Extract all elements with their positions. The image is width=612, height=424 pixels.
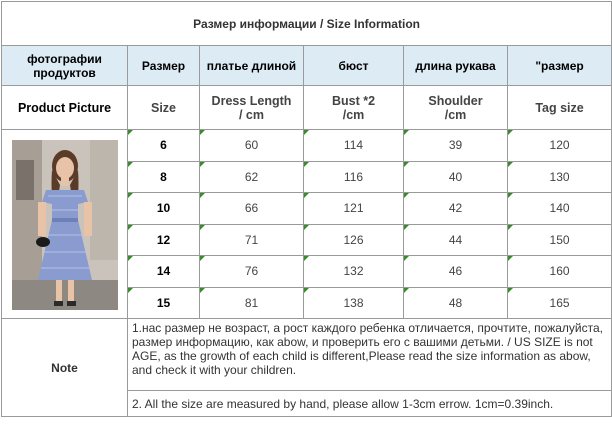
- tag-cell: [508, 287, 612, 319]
- note-label: Note: [2, 319, 128, 417]
- dress-length-value: 71: [244, 232, 259, 247]
- bust-cell: [304, 287, 404, 319]
- tag-cell: [508, 193, 612, 225]
- size-cell: [128, 193, 200, 225]
- shoulder-cell: [404, 161, 508, 193]
- size-value: 6: [160, 138, 167, 153]
- shoulder-cell: [404, 256, 508, 288]
- header-en-length-label: Dress Length: [211, 93, 292, 108]
- tag-value: 150: [549, 232, 570, 247]
- header-en-shoulder-unit: /cm: [444, 107, 467, 122]
- dress-length-value: 62: [244, 169, 259, 184]
- size-value: 12: [156, 232, 171, 247]
- size-cell: [128, 256, 200, 288]
- dress-length-value: 81: [244, 295, 259, 310]
- header-ru-bust: бюст: [304, 46, 404, 86]
- tag-value: 165: [549, 295, 570, 310]
- bust-cell: [304, 256, 404, 288]
- shoulder-cell: [404, 193, 508, 225]
- bust-cell: [304, 193, 404, 225]
- shoulder-value: 42: [448, 201, 463, 216]
- header-ru-sleeve: длина рукава: [404, 46, 508, 86]
- tag-value: 140: [549, 201, 570, 216]
- header-row-ru: [2, 46, 612, 86]
- size-table: [1, 1, 612, 417]
- bust-value: 121: [343, 201, 364, 216]
- header-ru-tag: "размер: [508, 46, 612, 86]
- product-photo: [2, 130, 128, 319]
- tag-cell: [508, 224, 612, 256]
- bust-cell: [304, 224, 404, 256]
- bust-value: 126: [343, 232, 364, 247]
- bust-value: 116: [343, 169, 364, 184]
- size-cell: [128, 161, 200, 193]
- size-cell: [128, 224, 200, 256]
- shoulder-cell: [404, 287, 508, 319]
- tag-cell: [508, 161, 612, 193]
- dress-length-value: 76: [244, 264, 259, 279]
- header-en-size-label: Size: [150, 100, 176, 115]
- header-ru-length: платье длиной: [200, 46, 304, 86]
- shoulder-cell: [404, 224, 508, 256]
- header-en-shoulder-label: Shoulder: [428, 93, 483, 108]
- size-value: 15: [156, 295, 171, 310]
- header-en-size: [128, 86, 200, 130]
- tag-value: 160: [549, 264, 570, 279]
- dress-length-value: 66: [244, 201, 259, 216]
- tag-cell: [508, 256, 612, 288]
- header-en-bust: [304, 86, 404, 130]
- header-en-tag: [508, 86, 612, 130]
- girl-in-striped-dress-photo-icon: [12, 140, 118, 310]
- tag-value: 120: [549, 138, 570, 153]
- header-en-tag-label: Tag size: [535, 100, 584, 115]
- dress-length-cell: [200, 193, 304, 225]
- bust-value: 132: [343, 264, 364, 279]
- size-value: 14: [156, 264, 171, 279]
- tag-cell: [508, 130, 612, 162]
- shoulder-value: 40: [448, 169, 463, 184]
- header-ru-photo: фотографии продуктов: [2, 46, 128, 86]
- bust-cell: [304, 161, 404, 193]
- size-value: 8: [160, 169, 167, 184]
- size-cell: [128, 287, 200, 319]
- bust-cell: [304, 130, 404, 162]
- header-en-photo: [2, 86, 128, 130]
- shoulder-value: 46: [448, 264, 463, 279]
- header-en-length-unit: / cm: [238, 107, 264, 122]
- header-en-shoulder: [404, 86, 508, 130]
- note-row-1: [2, 319, 612, 391]
- size-value: 10: [156, 201, 171, 216]
- shoulder-value: 39: [448, 138, 463, 153]
- header-en-bust-label: Bust *2: [331, 93, 376, 108]
- table-row: [2, 130, 612, 162]
- bust-value: 114: [343, 138, 364, 153]
- size-cell: [128, 130, 200, 162]
- bust-value: 138: [343, 295, 364, 310]
- dress-length-cell: [200, 224, 304, 256]
- header-en-length: [200, 86, 304, 130]
- shoulder-value: 44: [448, 232, 463, 247]
- header-en-bust-unit: /cm: [342, 107, 365, 122]
- shoulder-value: 48: [448, 295, 463, 310]
- header-row-en: [2, 86, 612, 130]
- dress-length-cell: [200, 256, 304, 288]
- chart-title: Размер информации / Size Information: [2, 2, 612, 46]
- dress-length-value: 60: [244, 138, 259, 153]
- shoulder-cell: [404, 130, 508, 162]
- note-text-1: 1.нас размер не возраст, а рост каждого ребенка отличается, прочтите, пожалуйста, размер информацию, как abow, и проверить его с вашими детьми. / US SIZE is not AGE, as the growth of each child is different,Please read the size information as abow, and check it with your children.: [128, 319, 612, 391]
- header-en-photo-label: Product Picture: [17, 100, 112, 115]
- dress-length-cell: [200, 287, 304, 319]
- dress-length-cell: [200, 130, 304, 162]
- header-ru-size: Размер: [128, 46, 200, 86]
- dress-length-cell: [200, 161, 304, 193]
- tag-value: 130: [549, 169, 570, 184]
- note-text-2: 2. All the size are measured by hand, please allow 1-3cm errow. 1cm=0.39inch.: [128, 391, 612, 417]
